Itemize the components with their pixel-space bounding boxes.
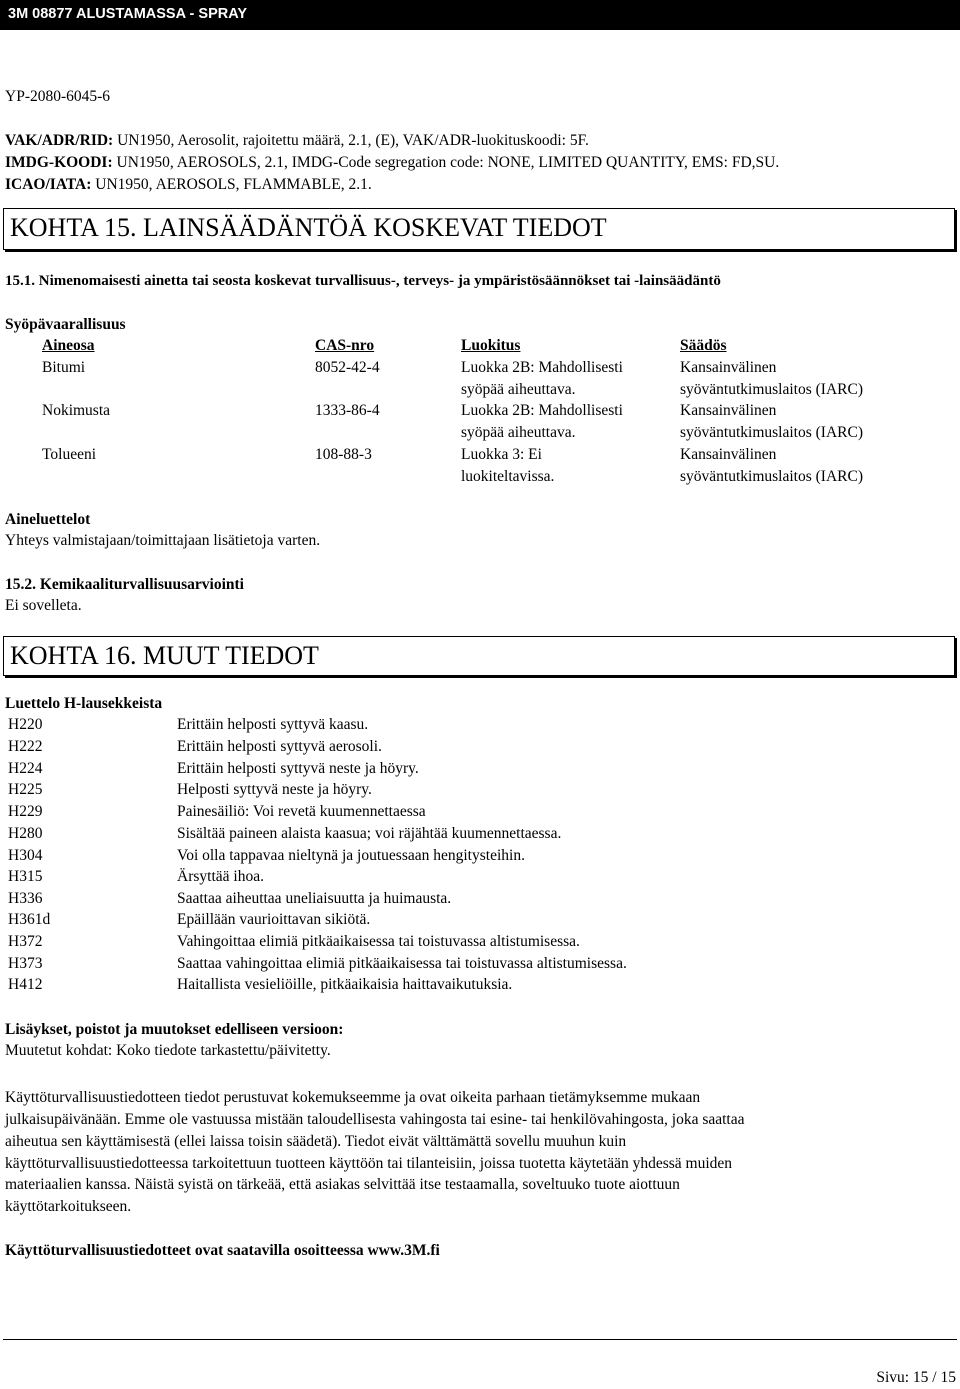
transport-label: IMDG-KOODI: [5,154,113,171]
h-text: Saattaa vahingoittaa elimiä pitkäaikaisessa tai toistuvassa altistumisessa. [177,955,627,972]
h-text: Erittäin helposti syttyvä aerosoli. [177,738,382,755]
disclaimer-line: Käyttöturvallisuustiedotteen tiedot perustuvat kokemukseemme ja ovat oikeita parhaan tietämyksemme mukaan [5,1089,701,1106]
h-text: Voi olla tappavaa nieltynä ja joutuessaan hengitysteihin. [177,847,525,864]
table-cell-ingredient: Bitumi [42,359,86,376]
table-cell-cas: 8052-42-4 [315,359,380,376]
h-code: H224 [8,760,43,777]
document-title: 3M 08877 ALUSTAMASSA - SPRAY [8,6,248,22]
table-cell-regulation: Kansainvälinen [680,446,777,463]
section-15-heading-box [3,208,955,250]
table-cell-regulation-cont: syöväntutkimuslaitos (IARC) [680,424,863,441]
inventories-text: Yhteys valmistajaan/toimittajaan lisätietoja varten. [5,532,321,549]
disclaimer-line: käyttöturvallisuustiedotteessa tarkoitettuun tuotteen käyttöön tai tilanteisiin, joissa tuotetta käytetään yhdessä muiden [5,1155,733,1172]
h-text: Vahingoittaa elimiä pitkäaikaisessa tai toistuvassa altistumisessa. [177,933,580,950]
disclaimer-line: aiheutua sen käyttämisestä (ellei laissa toisin säädetä). Tiedot eivät välttämättä sovellu muuhun kuin [5,1133,627,1150]
table-cell-classification-cont: luokiteltavissa. [461,468,555,485]
transport-line-adr [5,130,589,152]
h-code: H412 [8,976,43,993]
table-cell-cas: 108-88-3 [315,446,372,463]
h-text: Helposti syttyvä neste ja höyry. [177,781,372,798]
h-text: Painesäiliö: Voi revetä kuumennettaessa [177,803,426,820]
h-code: H336 [8,890,43,907]
footer-divider [3,1339,957,1340]
document-header-bar [0,0,960,30]
transport-label: ICAO/IATA: [5,176,92,193]
h-text: Haitallista vesieliöille, pitkäaikaisia haittavaikutuksia. [177,976,513,993]
table-cell-regulation-cont: syöväntutkimuslaitos (IARC) [680,381,863,398]
h-code: H220 [8,716,43,733]
table-cell-classification: Luokka 2B: Mahdollisesti [461,359,623,376]
inventories-heading: Aineluettelot [5,511,91,528]
section-15-2-heading: 15.2. Kemikaaliturvallisuusarviointi [5,576,244,593]
h-text: Sisältää paineen alaista kaasua; voi räjähtää kuumennettaessa. [177,825,562,842]
revisions-heading: Lisäykset, poistot ja muutokset edelliseen versioon: [5,1021,344,1038]
table-header-regulation: Säädös [680,337,727,354]
table-header-classification: Luokitus [461,337,521,354]
page-number: Sivu: 15 / 15 [876,1369,956,1386]
h-code: H372 [8,933,43,950]
h-code: H280 [8,825,43,842]
table-header-ingredient: Aineosa [42,337,95,354]
table-cell-regulation: Kansainvälinen [680,402,777,419]
availability-note: Käyttöturvallisuustiedotteet ovat saatavilla osoitteessa www.3M.fi [5,1242,440,1259]
table-cell-classification: Luokka 2B: Mahdollisesti [461,402,623,419]
section-16-heading-box [3,636,955,676]
h-text: Erittäin helposti syttyvä neste ja höyry. [177,760,419,777]
transport-text: UN1950, Aerosolit, rajoitettu määrä, 2.1, (E), VAK/ADR-luokituskoodi: 5F. [113,132,589,149]
section-15-2-text: Ei sovelleta. [5,597,82,614]
section-15-1-heading: 15.1. Nimenomaisesti ainetta tai seosta koskevat turvallisuus-, terveys- ja ympäristösäännökset tai -lainsäädäntö [5,273,721,289]
h-text: Ärsyttää ihoa. [177,868,264,885]
h-text: Saattaa aiheuttaa uneliaisuutta ja huimausta. [177,890,452,907]
section-15-title: KOHTA 15. LAINSÄÄDÄNTÖÄ KOSKEVAT TIEDOT [10,213,607,242]
transport-line-imdg [5,152,779,174]
h-text: Erittäin helposti syttyvä kaasu. [177,716,369,733]
h-code: H373 [8,955,43,972]
table-cell-regulation: Kansainvälinen [680,359,777,376]
transport-line-icao [5,174,372,196]
transport-text: UN1950, AEROSOLS, 2.1, IMDG-Code segregation code: NONE, LIMITED QUANTITY, EMS: FD,SU. [112,154,780,171]
table-cell-regulation-cont: syöväntutkimuslaitos (IARC) [680,468,863,485]
disclaimer-line: julkaisupäivänään. Emme ole vastuussa mistään taloudellisesta vahingosta tai esine- tai henkilövahingosta, joka saattaa [5,1111,745,1128]
table-cell-ingredient: Tolueeni [42,446,97,463]
table-cell-classification: Luokka 3: Ei [461,446,542,463]
h-code: H222 [8,738,43,755]
table-cell-ingredient: Nokimusta [42,402,111,419]
table-cell-classification-cont: syöpää aiheuttava. [461,381,576,398]
table-cell-classification-cont: syöpää aiheuttava. [461,424,576,441]
section-16-title: KOHTA 16. MUUT TIEDOT [10,641,319,670]
carcinogenicity-heading: Syöpävaarallisuus [5,316,126,333]
h-code: H229 [8,803,43,820]
h-code: H304 [8,847,43,864]
disclaimer-line: materiaalien kanssa. Näistä syistä on tärkeää, että asiakas selvittää itse testaamalla, soveltuuko tuote aiottuun [5,1176,680,1193]
h-code: H315 [8,868,43,885]
document-id: YP-2080-6045-6 [5,88,111,105]
table-header-cas: CAS-nro [315,337,375,354]
table-cell-cas: 1333-86-4 [315,402,380,419]
disclaimer-line: käyttötarkoitukseen. [5,1198,132,1215]
h-code: H225 [8,781,43,798]
h-code: H361d [8,911,51,928]
h-statements-heading: Luettelo H-lausekkeista [5,695,163,712]
transport-label: VAK/ADR/RID: [5,132,114,149]
revisions-text: Muutetut kohdat: Koko tiedote tarkastettu/päivitetty. [5,1042,331,1059]
h-text: Epäillään vaurioittavan sikiötä. [177,911,371,928]
transport-text: UN1950, AEROSOLS, FLAMMABLE, 2.1. [91,176,372,193]
